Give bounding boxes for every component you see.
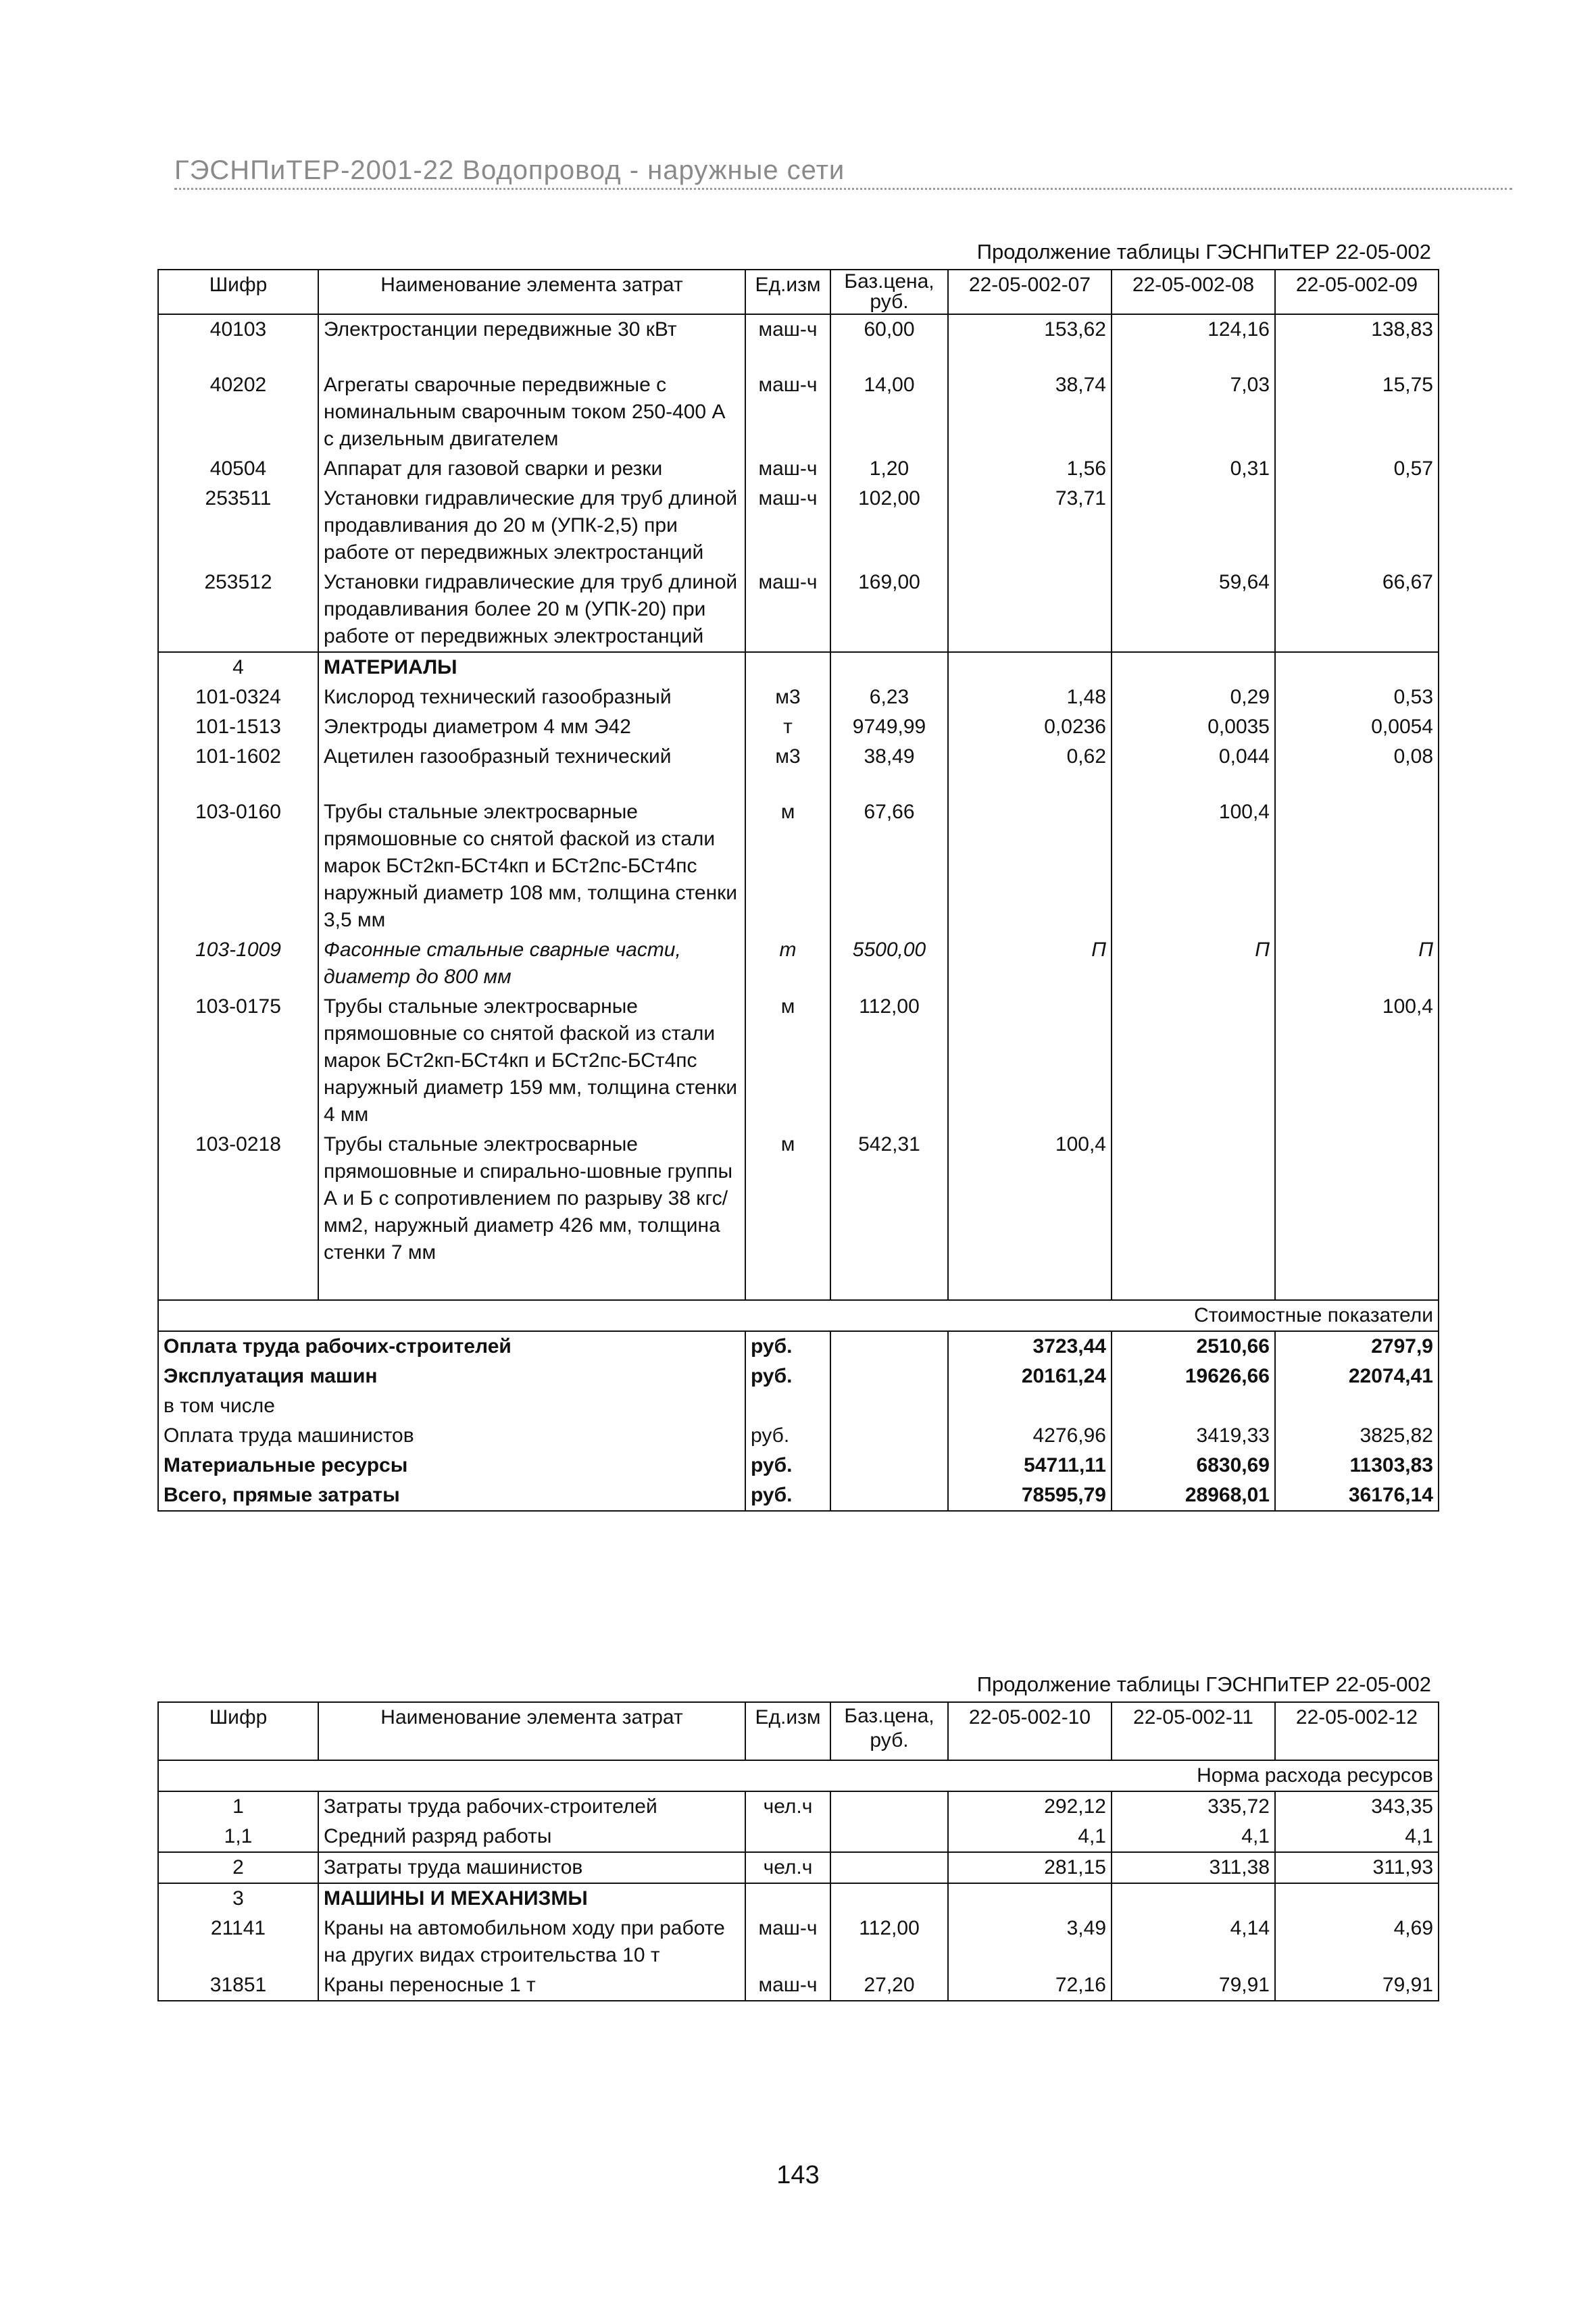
col-header-unit: Ед.изм <box>745 1702 830 1760</box>
row-value-1: 1,48 <box>948 682 1112 712</box>
cost-value-1: 78595,79 <box>948 1480 1112 1511</box>
row-name: Трубы стальные электросварные прямошовные и спирально-шовные группы А и Б с сопротивлением по разрыву 38 кгс/мм2, наружный диаметр 426 мм, толщина стенки 7 мм <box>318 1130 745 1268</box>
cost-label: Оплата труда машинистов <box>158 1421 745 1451</box>
row-value-2: 4,1 <box>1112 1822 1275 1852</box>
row-unit: маш-ч <box>745 454 830 484</box>
row-code: 40202 <box>158 370 318 454</box>
resource-table-2 <box>157 1701 1439 2001</box>
row-value-1 <box>948 797 1112 935</box>
table-row <box>158 484 1439 568</box>
table-row <box>158 370 1439 454</box>
row-value-2 <box>1112 992 1275 1130</box>
row-code: 1,1 <box>158 1822 318 1852</box>
row-unit: маш-ч <box>745 1914 830 1970</box>
row-value-2: 4,14 <box>1112 1914 1275 1970</box>
cost-label: Материальные ресурсы <box>158 1451 745 1480</box>
table1-caption: Продолжение таблицы ГЭСНПиТЕР 22-05-002 <box>976 240 1431 264</box>
row-unit: маш-ч <box>745 1970 830 2001</box>
cost-value-2: 2510,66 <box>1112 1331 1275 1362</box>
row-code: 3 <box>158 1883 318 1914</box>
row-price: 60,00 <box>830 314 948 345</box>
cost-row <box>158 1331 1439 1362</box>
table2-header-row <box>158 1702 1439 1760</box>
row-value-3: 100,4 <box>1275 992 1439 1130</box>
row-price: 1,20 <box>830 454 948 484</box>
row-name: Агрегаты сварочные передвижные с номинальным сварочным током 250-400 А с дизельным двигателем <box>318 370 745 454</box>
row-value-1 <box>948 568 1112 652</box>
row-value-1: 3,49 <box>948 1914 1112 1970</box>
col-header-price: Баз.цена, руб. <box>830 270 948 314</box>
row-value-3: 0,0054 <box>1275 712 1439 742</box>
table1-header-row <box>158 270 1439 314</box>
cost-label: Оплата труда рабочих-строителей <box>158 1331 745 1362</box>
row-code: 103-0160 <box>158 797 318 935</box>
row-value-3 <box>1275 484 1439 568</box>
row-code: 101-1602 <box>158 742 318 772</box>
cost-value-2: 28968,01 <box>1112 1480 1275 1511</box>
row-value-1: 292,12 <box>948 1791 1112 1822</box>
row-unit: т <box>745 935 830 992</box>
resource-table-1 <box>157 269 1439 1512</box>
row-value-1: 4,1 <box>948 1822 1112 1852</box>
col-header-code: Шифр <box>158 1702 318 1760</box>
row-value-1: 73,71 <box>948 484 1112 568</box>
row-value-3: 138,83 <box>1275 314 1439 345</box>
col-header-norm-11: 22-05-002-11 <box>1112 1702 1275 1760</box>
row-unit: маш-ч <box>745 568 830 652</box>
col-header-norm-12: 22-05-002-12 <box>1275 1702 1439 1760</box>
cost-value-1: 3723,44 <box>948 1331 1112 1362</box>
row-code: 103-0175 <box>158 992 318 1130</box>
row-price <box>830 1852 948 1883</box>
row-unit: м <box>745 1130 830 1268</box>
row-name: Установки гидравлические для труб длиной продавливания более 20 м (УПК-20) при работе от передвижных электростанций <box>318 568 745 652</box>
row-unit: маш-ч <box>745 314 830 345</box>
cost-value-3: 3825,82 <box>1275 1421 1439 1451</box>
row-value-3 <box>1275 797 1439 935</box>
cost-value-1: 54711,11 <box>948 1451 1112 1480</box>
row-value-2: 79,91 <box>1112 1970 1275 2001</box>
row-name: Ацетилен газообразный технический <box>318 742 745 772</box>
cost-row <box>158 1421 1439 1451</box>
row-code: 1 <box>158 1791 318 1822</box>
cost-value-3: 22074,41 <box>1275 1362 1439 1391</box>
row-code: 4 <box>158 652 318 682</box>
running-header: ГЭСНПиТЕР-2001-22 Водопровод - наружные сети <box>174 155 1512 190</box>
row-value-2 <box>1112 1130 1275 1268</box>
row-price: 112,00 <box>830 992 948 1130</box>
table-row <box>158 454 1439 484</box>
row-value-2: 335,72 <box>1112 1791 1275 1822</box>
row-value-1: 100,4 <box>948 1130 1112 1268</box>
row-value-3: 0,53 <box>1275 682 1439 712</box>
cost-unit: руб. <box>745 1451 830 1480</box>
row-code: 101-1513 <box>158 712 318 742</box>
row-name: Электростанции передвижные 30 кВт <box>318 314 745 345</box>
row-price: 67,66 <box>830 797 948 935</box>
table-row <box>158 568 1439 652</box>
row-value-2: 0,29 <box>1112 682 1275 712</box>
row-value-1: 0,0236 <box>948 712 1112 742</box>
row-code: 253512 <box>158 568 318 652</box>
col-header-code: Шифр <box>158 270 318 314</box>
row-code: 103-0218 <box>158 1130 318 1268</box>
row-value-3: 4,69 <box>1275 1914 1439 1970</box>
row-value-3: 66,67 <box>1275 568 1439 652</box>
row-unit: м <box>745 992 830 1130</box>
row-unit: маш-ч <box>745 370 830 454</box>
cost-value-3: 2797,9 <box>1275 1331 1439 1362</box>
cost-value-1: 4276,96 <box>948 1421 1112 1451</box>
row-code: 101-0324 <box>158 682 318 712</box>
col-header-norm-10: 22-05-002-10 <box>948 1702 1112 1760</box>
table-row <box>158 1852 1439 1883</box>
row-price: 14,00 <box>830 370 948 454</box>
row-unit <box>745 1822 830 1852</box>
row-value-1: 0,62 <box>948 742 1112 772</box>
col-header-price: Баз.цена, руб. <box>830 1702 948 1760</box>
col-header-name: Наименование элемента затрат <box>318 270 745 314</box>
section-row <box>158 1883 1439 1914</box>
row-value-2: 124,16 <box>1112 314 1275 345</box>
cost-unit: руб. <box>745 1331 830 1362</box>
row-price: 542,31 <box>830 1130 948 1268</box>
row-value-1: 1,56 <box>948 454 1112 484</box>
row-value-3: 0,08 <box>1275 742 1439 772</box>
table-row <box>158 712 1439 742</box>
row-name: Установки гидравлические для труб длиной продавливания до 20 м (УПК-2,5) при работе от передвижных электростанций <box>318 484 745 568</box>
table-row <box>158 1791 1439 1822</box>
cost-unit: руб. <box>745 1421 830 1451</box>
table-row <box>158 1970 1439 2001</box>
cost-section-title: Стоимостные показатели <box>158 1300 1439 1331</box>
row-unit: чел.ч <box>745 1852 830 1883</box>
row-value-2: П <box>1112 935 1275 992</box>
row-price: 6,23 <box>830 682 948 712</box>
row-value-2: 100,4 <box>1112 797 1275 935</box>
cost-value-2: 6830,69 <box>1112 1451 1275 1480</box>
cost-value-3: 11303,83 <box>1275 1451 1439 1480</box>
row-value-2: 0,31 <box>1112 454 1275 484</box>
cost-unit: руб. <box>745 1362 830 1391</box>
col-header-norm-07: 22-05-002-07 <box>948 270 1112 314</box>
row-value-2: 0,044 <box>1112 742 1275 772</box>
row-value-2: 0,0035 <box>1112 712 1275 742</box>
table-row <box>158 935 1439 992</box>
row-name: Средний разряд работы <box>318 1822 745 1852</box>
table-row <box>158 682 1439 712</box>
table-row <box>158 1914 1439 1970</box>
cost-section-header <box>158 1300 1439 1331</box>
row-value-3: 4,1 <box>1275 1822 1439 1852</box>
row-price <box>830 1791 948 1822</box>
cost-row <box>158 1391 1439 1421</box>
col-header-name: Наименование элемента затрат <box>318 1702 745 1760</box>
row-code: 40504 <box>158 454 318 484</box>
col-header-norm-08: 22-05-002-08 <box>1112 270 1275 314</box>
row-value-3: 79,91 <box>1275 1970 1439 2001</box>
cost-row <box>158 1362 1439 1391</box>
norm-section-title: Норма расхода ресурсов <box>158 1760 1439 1791</box>
row-name: Трубы стальные электросварные прямошовные со снятой фаской из стали марок БСт2кп-БСт4кп и БСт2пс-БСт4пс наружный диаметр 159 мм, толщина стенки 4 мм <box>318 992 745 1130</box>
row-price: 169,00 <box>830 568 948 652</box>
cost-value-3: 36176,14 <box>1275 1480 1439 1511</box>
row-code: 31851 <box>158 1970 318 2001</box>
row-value-3: 343,35 <box>1275 1791 1439 1822</box>
section-row <box>158 652 1439 682</box>
row-unit: м <box>745 797 830 935</box>
row-value-3 <box>1275 1130 1439 1268</box>
row-code: 21141 <box>158 1914 318 1970</box>
table-row <box>158 992 1439 1130</box>
row-value-1: 72,16 <box>948 1970 1112 2001</box>
col-header-unit: Ед.изм <box>745 270 830 314</box>
row-name: Кислород технический газообразный <box>318 682 745 712</box>
row-value-2: 7,03 <box>1112 370 1275 454</box>
row-name: Трубы стальные электросварные прямошовные со снятой фаской из стали марок БСт2кп-БСт4кп и БСт2пс-БСт4пс наружный диаметр 108 мм, толщина стенки 3,5 мм <box>318 797 745 935</box>
row-unit: маш-ч <box>745 484 830 568</box>
col-header-norm-09: 22-05-002-09 <box>1275 270 1439 314</box>
row-value-2: 59,64 <box>1112 568 1275 652</box>
section-title-materials: МАТЕРИАЛЫ <box>318 652 745 682</box>
row-code: 40103 <box>158 314 318 345</box>
row-name: Краны переносные 1 т <box>318 1970 745 2001</box>
row-code: 253511 <box>158 484 318 568</box>
row-price: 9749,99 <box>830 712 948 742</box>
row-price <box>830 1822 948 1852</box>
table-row <box>158 797 1439 935</box>
row-value-1: 38,74 <box>948 370 1112 454</box>
row-value-3: 15,75 <box>1275 370 1439 454</box>
row-name: Затраты труда рабочих-строителей <box>318 1791 745 1822</box>
row-unit: т <box>745 712 830 742</box>
row-value-1: 153,62 <box>948 314 1112 345</box>
cost-value-2: 19626,66 <box>1112 1362 1275 1391</box>
row-value-2: 311,38 <box>1112 1852 1275 1883</box>
page-number: 143 <box>776 2161 820 2189</box>
row-code: 103-1009 <box>158 935 318 992</box>
row-price: 5500,00 <box>830 935 948 992</box>
row-name: Аппарат для газовой сварки и резки <box>318 454 745 484</box>
cost-label: Всего, прямые затраты <box>158 1480 745 1511</box>
row-unit: м3 <box>745 682 830 712</box>
row-value-1: П <box>948 935 1112 992</box>
row-name: Фасонные стальные сварные части, диаметр до 800 мм <box>318 935 745 992</box>
cost-value-1: 20161,24 <box>948 1362 1112 1391</box>
row-name: Электроды диаметром 4 мм Э42 <box>318 712 745 742</box>
row-value-1 <box>948 992 1112 1130</box>
row-name: Затраты труда машинистов <box>318 1852 745 1883</box>
section-title-machines: МАШИНЫ И МЕХАНИЗМЫ <box>318 1883 745 1914</box>
cost-label: Эксплуатация машин <box>158 1362 745 1391</box>
table-row <box>158 1130 1439 1268</box>
row-price: 27,20 <box>830 1970 948 2001</box>
cost-value-2: 3419,33 <box>1112 1421 1275 1451</box>
table-row <box>158 1822 1439 1852</box>
row-value-3: 311,93 <box>1275 1852 1439 1883</box>
table-row <box>158 314 1439 345</box>
cost-row <box>158 1480 1439 1511</box>
row-value-3: 0,57 <box>1275 454 1439 484</box>
row-price: 112,00 <box>830 1914 948 1970</box>
row-unit: чел.ч <box>745 1791 830 1822</box>
row-value-2 <box>1112 484 1275 568</box>
cost-unit: руб. <box>745 1480 830 1511</box>
row-code: 2 <box>158 1852 318 1883</box>
row-price: 38,49 <box>830 742 948 772</box>
cost-row <box>158 1451 1439 1480</box>
row-price: 102,00 <box>830 484 948 568</box>
row-value-3: П <box>1275 935 1439 992</box>
cost-label: в том числе <box>158 1391 745 1421</box>
norm-section-header <box>158 1760 1439 1791</box>
table2-caption: Продолжение таблицы ГЭСНПиТЕР 22-05-002 <box>976 1672 1431 1696</box>
row-name: Краны на автомобильном ходу при работе на других видах строительства 10 т <box>318 1914 745 1970</box>
table-row <box>158 742 1439 772</box>
row-unit: м3 <box>745 742 830 772</box>
row-value-1: 281,15 <box>948 1852 1112 1883</box>
